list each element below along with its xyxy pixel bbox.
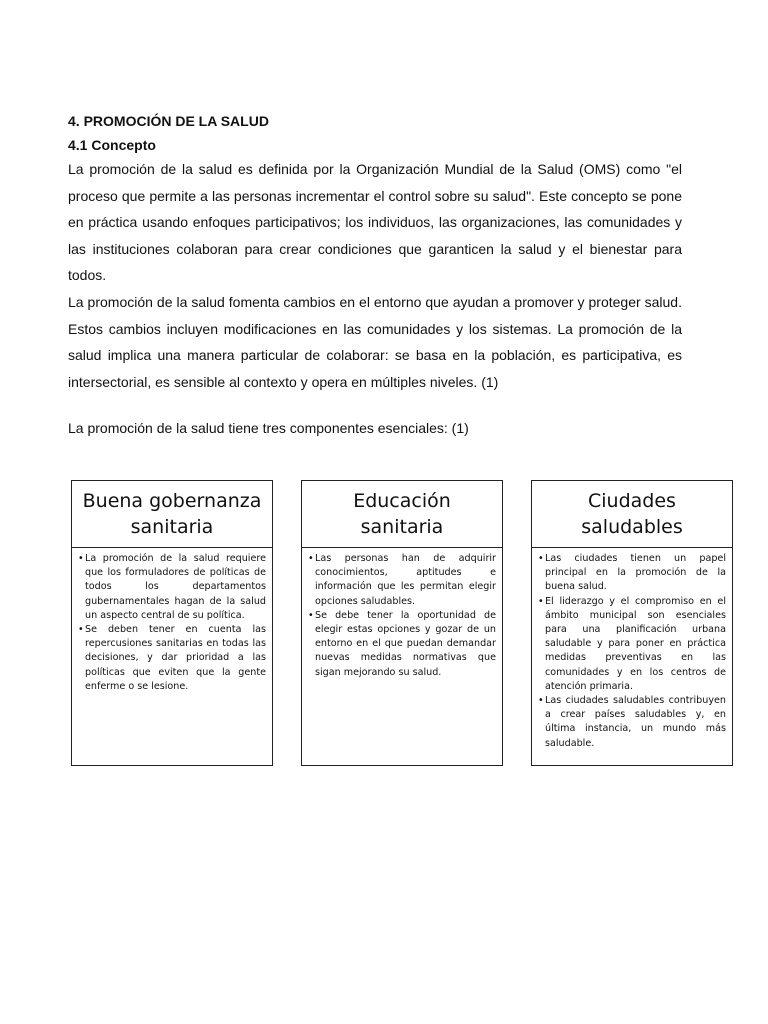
list-item xyxy=(78,623,266,694)
components-intro: La promoción de la salud tiene tres componentes esenciales: (1) xyxy=(68,420,469,437)
component-box-gobernanza xyxy=(71,480,273,766)
bullet-icon: • xyxy=(538,695,544,707)
component-list xyxy=(302,548,502,680)
bullet-icon: • xyxy=(78,624,84,636)
list-item-text: El liderazgo y el compromiso en el ámbito municipal son esenciales para una planificación urbana saludable y para poner en práctica medidas preventivas en las comunidades y en los centros de atención primaria. xyxy=(545,595,726,692)
component-title: Buena gobernanza sanitaria xyxy=(72,481,272,548)
bullet-icon: • xyxy=(78,553,84,564)
list-item xyxy=(308,552,496,609)
component-list xyxy=(532,548,732,751)
component-title: Ciudades saludables xyxy=(532,481,732,548)
list-item-text: Las ciudades tienen un papel principal en la promoción de la buena salud. xyxy=(545,553,726,593)
bullet-icon: • xyxy=(308,553,314,564)
list-item-text: Las ciudades saludables contribuyen a crear países saludables y, en última instancia, un mundo más saludable. xyxy=(545,695,726,749)
list-item-text: Se debe tener la oportunidad de elegir estas opciones y gozar de un entorno en el que puedan demandar nuevas medidas normativas que sigan mejorando su salud. xyxy=(315,609,496,678)
component-list xyxy=(72,548,272,694)
bullet-icon: • xyxy=(308,609,314,621)
component-box-educacion xyxy=(301,480,503,766)
list-item xyxy=(538,694,726,751)
document-body xyxy=(68,110,682,441)
list-item xyxy=(538,595,726,694)
section-title: 4. PROMOCIÓN DE LA SALUD xyxy=(68,113,269,129)
list-item-text: Las personas han de adquirir conocimientos, aptitudes e información que les permitan elegir opciones saludables. xyxy=(315,553,496,607)
list-item xyxy=(78,552,266,623)
list-item xyxy=(308,609,496,680)
bullet-icon: • xyxy=(538,553,544,564)
component-box-ciudades xyxy=(531,480,733,766)
list-item xyxy=(538,552,726,595)
components-diagram xyxy=(71,480,735,766)
bullet-icon: • xyxy=(538,595,544,607)
paragraph: La promoción de la salud fomenta cambios en el entorno que ayudan a promover y proteger salud. Estos cambios incluyen modificaciones en las comunidades y los sistemas. La promoción de la salud implica una manera particular de colaborar: se basa en la población, es participativa, es intersectorial, es sensible al contexto y opera en múltiples niveles. (1) xyxy=(68,293,682,390)
component-title: Educación sanitaria xyxy=(302,481,502,548)
paragraph: La promoción de la salud es definida por la Organización Mundial de la Salud (OMS) como "el proceso que permite a las personas incrementar el control sobre su salud". Este concepto se pone en práctica usando enfoques participativos; los individuos, las organizaciones, las comunidades y las instituciones colaboran para crear condiciones que garanticen la salud y el bienestar para todos. xyxy=(68,161,682,284)
list-item-text: Se deben tener en cuenta las repercusiones sanitarias en todas las decisiones, y dar prioridad a las políticas que eviten que la gente enferme o se lesione. xyxy=(85,624,266,692)
section-subtitle: 4.1 Concepto xyxy=(68,137,156,153)
list-item-text: La promoción de la salud requiere que los formuladores de políticas de todos los departamentos gubernamentales hagan de la salud un aspecto central de su política. xyxy=(85,553,266,621)
